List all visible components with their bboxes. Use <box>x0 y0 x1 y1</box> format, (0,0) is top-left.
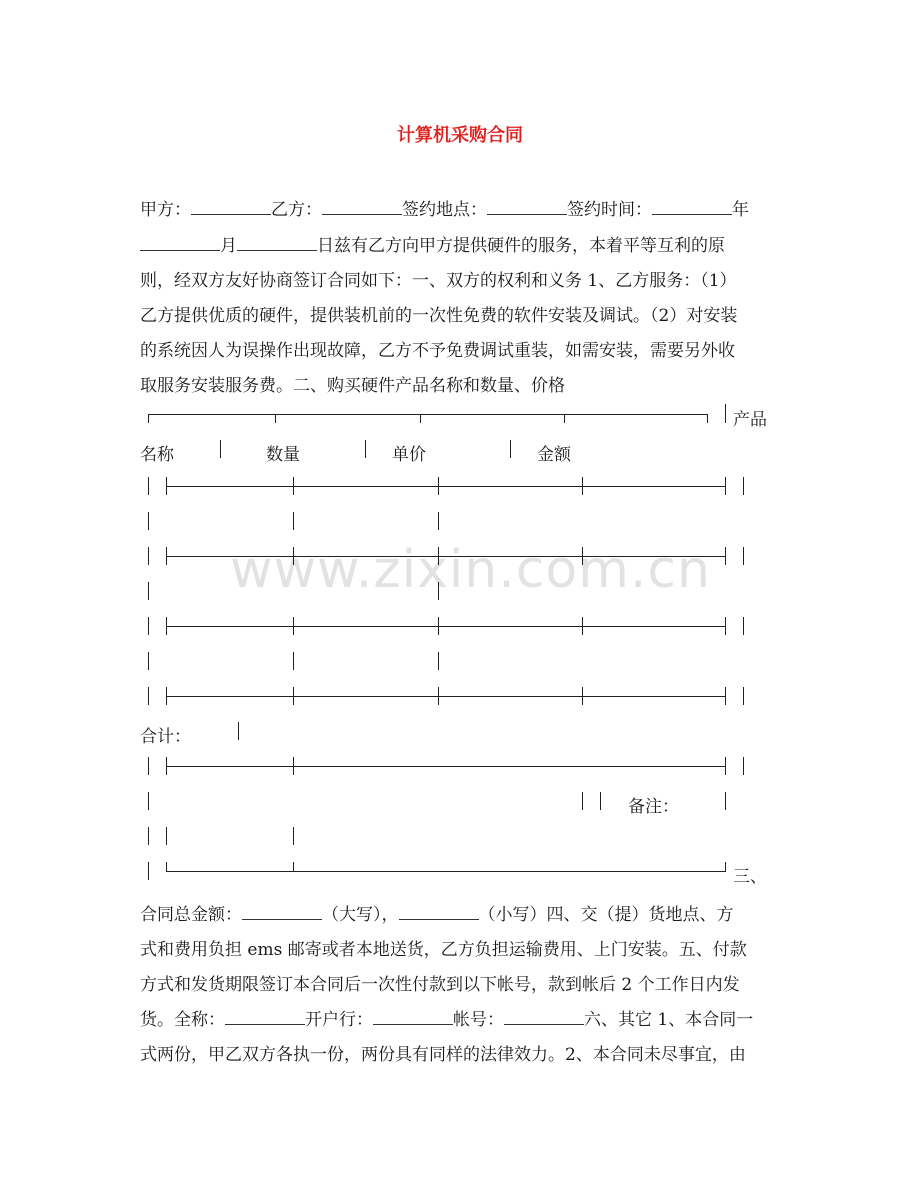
table-bar <box>438 547 439 565</box>
table-row-line <box>166 766 726 767</box>
party-b-blank[interactable] <box>322 198 402 215</box>
table-tick <box>564 414 565 423</box>
amount-lower-text: （小写）四、交（提）货地点、方 <box>478 905 734 925</box>
total-amount-label: 合同总金额： <box>140 905 242 925</box>
month-blank[interactable] <box>140 234 220 251</box>
header-quantity: 数量 <box>266 445 300 465</box>
table-bar <box>582 617 583 635</box>
total-amount-line <box>140 900 734 925</box>
account-line <box>140 1005 753 1030</box>
table-bar <box>438 512 439 530</box>
header-name: 名称 <box>140 445 174 465</box>
header-divider <box>510 440 511 458</box>
table-bar <box>438 652 439 670</box>
table-bar <box>725 687 726 705</box>
table-bar <box>148 617 149 635</box>
table-row-line <box>166 696 726 697</box>
day-blank[interactable] <box>237 234 317 251</box>
table-bar <box>743 687 744 705</box>
table-bar <box>743 757 744 775</box>
sign-place-blank[interactable] <box>487 198 567 215</box>
paragraph-line: 式和费用负担 ems 邮寄或者本地送货，乙方负担运输费用、上门安装。五、付款 <box>140 940 747 960</box>
table-bar <box>600 792 601 810</box>
bank-blank[interactable] <box>373 1008 453 1025</box>
table-bar <box>148 792 149 810</box>
table-bar <box>166 827 167 845</box>
table-bar <box>582 477 583 495</box>
table-bar <box>725 547 726 565</box>
paragraph-line: 取服务安装服务费。二、购买硬件产品名称和数量、价格 <box>140 376 565 396</box>
paragraph-line: 乙方提供优质的硬件，提供装机前的一次性免费的软件安装及调试。（2）对安装 <box>140 306 738 326</box>
table-bar <box>293 652 294 670</box>
sign-place-label: 签约地点： <box>402 200 487 220</box>
table-bar <box>148 862 149 880</box>
amount-upper-blank[interactable] <box>242 903 322 920</box>
table-bar <box>148 512 149 530</box>
table-bar <box>438 617 439 635</box>
section-three-label: 三、 <box>733 867 767 887</box>
table-bar <box>148 582 149 600</box>
table-bar <box>743 547 744 565</box>
table-bar <box>725 404 726 423</box>
party-line <box>140 195 749 220</box>
table-bar <box>725 757 726 775</box>
table-bar <box>438 582 439 600</box>
table-tick <box>148 414 149 423</box>
table-bar <box>743 617 744 635</box>
section-six-text: 六、其它 1、本合同一 <box>584 1010 754 1030</box>
table-bar <box>743 477 744 495</box>
amount-lower-blank[interactable] <box>399 903 479 920</box>
table-bar <box>438 687 439 705</box>
document-title: 计算机采购合同 <box>397 125 523 146</box>
table-bar <box>293 547 294 565</box>
table-bar <box>148 652 149 670</box>
account-blank[interactable] <box>504 1008 584 1025</box>
table-bar <box>293 477 294 495</box>
table-row-line <box>166 626 726 627</box>
table-bar <box>293 827 294 845</box>
table-tick <box>725 862 726 871</box>
table-row-line <box>166 556 726 557</box>
header-unit-price: 单价 <box>392 445 426 465</box>
table-tick <box>275 414 276 423</box>
table-bar <box>293 757 294 775</box>
table-bar <box>148 477 149 495</box>
table-bar <box>582 687 583 705</box>
paragraph-line: 式两份，甲乙双方各执一份，两份具有同样的法律效力。2、本合同未尽事宜，由 <box>140 1045 746 1065</box>
table-bar <box>238 722 239 740</box>
month-label: 月 <box>220 236 237 256</box>
table-tick <box>293 862 294 871</box>
account-label: 帐号： <box>453 1010 504 1030</box>
table-bar <box>725 477 726 495</box>
table-bar <box>725 792 726 810</box>
paragraph-line: 的系统因人为误操作出现故障，乙方不予免费调试重装，如需安装，需要另外收 <box>140 341 735 361</box>
table-top-border <box>148 414 708 415</box>
date-line-text: 日兹有乙方向甲方提供硬件的服务，本着平等互利的原 <box>317 236 725 256</box>
party-a-blank[interactable] <box>191 198 271 215</box>
header-amount: 金额 <box>537 445 571 465</box>
table-bar <box>293 512 294 530</box>
table-row-line <box>166 486 726 487</box>
year-blank[interactable] <box>652 198 732 215</box>
table-tick <box>707 414 708 423</box>
table-tick <box>420 414 421 423</box>
product-label: 产品 <box>733 410 767 430</box>
table-bar <box>148 687 149 705</box>
party-a-label: 甲方： <box>140 200 191 220</box>
amount-upper-label: （大写）， <box>322 905 399 925</box>
party-b-label: 乙方： <box>271 200 322 220</box>
header-divider <box>220 440 221 458</box>
full-name-blank[interactable] <box>225 1008 305 1025</box>
date-line <box>140 231 725 256</box>
table-tick <box>166 862 167 871</box>
table-bar <box>582 547 583 565</box>
table-bar <box>148 827 149 845</box>
paragraph-line: 方式和发货期限签订本合同后一次性付款到以下帐号，款到帐后 2 个工作日内发 <box>140 975 740 995</box>
table-bar <box>438 477 439 495</box>
watermark: www.zixin.com.cn <box>230 540 711 600</box>
sign-time-label: 签约时间： <box>567 200 652 220</box>
table-bar <box>582 792 583 810</box>
total-label: 合计： <box>140 727 191 747</box>
bank-label: 开户行： <box>305 1010 373 1030</box>
year-label: 年 <box>732 200 749 220</box>
table-bar <box>148 757 149 775</box>
table-bar <box>725 617 726 635</box>
table-bar <box>293 617 294 635</box>
table-bottom-border <box>166 871 726 872</box>
remark-label: 备注： <box>628 797 679 817</box>
full-name-label: 货。全称： <box>140 1010 225 1030</box>
paragraph-line: 则，经双方友好协商签订合同如下：一、双方的权利和义务 1、乙方服务：（1） <box>140 271 737 291</box>
table-bar <box>293 687 294 705</box>
header-divider <box>365 440 366 458</box>
table-bar <box>148 547 149 565</box>
